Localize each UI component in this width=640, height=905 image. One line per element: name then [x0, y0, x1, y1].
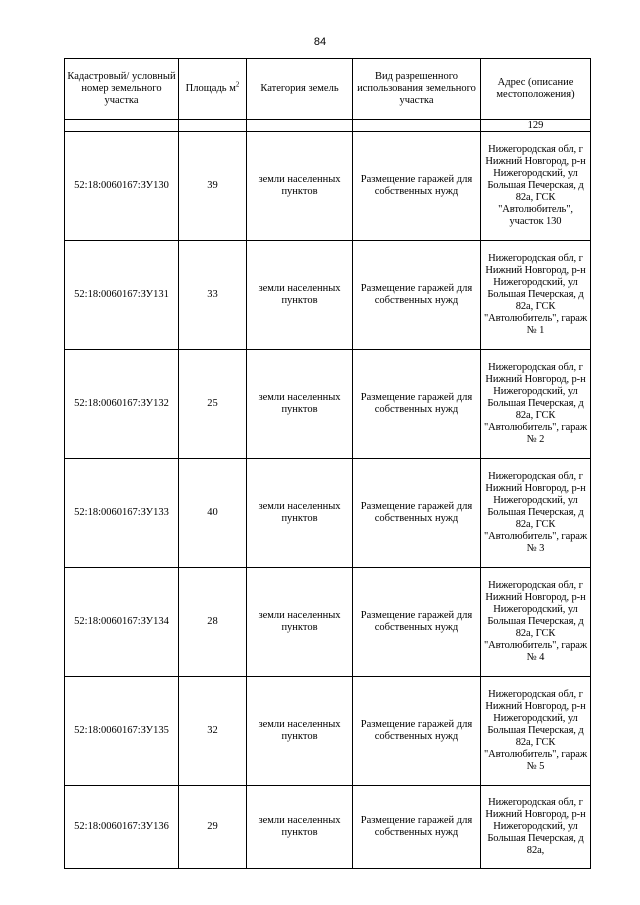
- table-row: [65, 241, 591, 350]
- cell-usage: Размещение гаражей для собственных нужд: [353, 132, 481, 241]
- table-row: [65, 568, 591, 677]
- cell-usage: Размещение гаражей для собственных нужд: [353, 241, 481, 350]
- table-row: [65, 786, 591, 869]
- header-area-label: Площадь м: [185, 83, 236, 94]
- cell-address: Нижегородская обл, г Нижний Новгород, р-н Нижегородский, ул Большая Печерская, д 82а, ГСК "Автолюбитель", гараж № 1: [481, 241, 591, 350]
- cell-cadastral: 52:18:0060167:ЗУ130: [65, 132, 179, 241]
- cell-area: 33: [179, 241, 247, 350]
- cell-category: земли населенных пунктов: [247, 786, 353, 869]
- cell-category: земли населенных пунктов: [247, 677, 353, 786]
- page-number: 84: [313, 36, 327, 48]
- continuation-row: [65, 120, 591, 132]
- cell-address: Нижегородская обл, г Нижний Новгород, р-н Нижегородский, ул Большая Печерская, д 82а, ГСК "Автолюбитель", гараж № 5: [481, 677, 591, 786]
- cell-area: 29: [179, 786, 247, 869]
- table-header-row: [65, 59, 591, 120]
- cell-area: 28: [179, 568, 247, 677]
- cell-category: земли населенных пунктов: [247, 350, 353, 459]
- cell-usage: Размещение гаражей для собственных нужд: [353, 459, 481, 568]
- cell-category: земли населенных пунктов: [247, 568, 353, 677]
- table-row: [65, 677, 591, 786]
- cell-area: 40: [179, 459, 247, 568]
- cell-category: земли населенных пунктов: [247, 241, 353, 350]
- land-plots-table: [64, 58, 591, 869]
- continuation-address: 129: [481, 120, 591, 132]
- cell-address: Нижегородская обл, г Нижний Новгород, р-н Нижегородский, ул Большая Печерская, д 82а, ГСК "Автолюбитель", гараж № 4: [481, 568, 591, 677]
- header-address: Адрес (описание местоположения): [481, 59, 591, 120]
- cell-address: Нижегородская обл, г Нижний Новгород, р-н Нижегородский, ул Большая Печерская, д 82а, ГСК "Автолюбитель", гараж № 2: [481, 350, 591, 459]
- cell-cadastral: 52:18:0060167:ЗУ135: [65, 677, 179, 786]
- cell-address: Нижегородская обл, г Нижний Новгород, р-н Нижегородский, ул Большая Печерская, д 82а, ГСК "Автолюбитель", гараж № 3: [481, 459, 591, 568]
- cell-area: 32: [179, 677, 247, 786]
- header-usage: Вид разрешенного использования земельного участка: [353, 59, 481, 120]
- cell-area: 39: [179, 132, 247, 241]
- table-row: [65, 132, 591, 241]
- cell-cadastral: 52:18:0060167:ЗУ136: [65, 786, 179, 869]
- cell-address: Нижегородская обл, г Нижний Новгород, р-н Нижегородский, ул Большая Печерская, д 82а, ГСК "Автолюбитель", участок 130: [481, 132, 591, 241]
- cell-cadastral: 52:18:0060167:ЗУ132: [65, 350, 179, 459]
- cell-usage: Размещение гаражей для собственных нужд: [353, 786, 481, 869]
- cell-usage: Размещение гаражей для собственных нужд: [353, 350, 481, 459]
- header-area: [179, 59, 247, 120]
- table-row: [65, 350, 591, 459]
- cell-cadastral: 52:18:0060167:ЗУ134: [65, 568, 179, 677]
- header-cadastral: Кадастровый/ условный номер земельного участка: [65, 59, 179, 120]
- cell-category: земли населенных пунктов: [247, 132, 353, 241]
- cell-category: земли населенных пунктов: [247, 459, 353, 568]
- cell-area: 25: [179, 350, 247, 459]
- cell-cadastral: 52:18:0060167:ЗУ133: [65, 459, 179, 568]
- table-row: [65, 459, 591, 568]
- cell-usage: Размещение гаражей для собственных нужд: [353, 677, 481, 786]
- cell-cadastral: 52:18:0060167:ЗУ131: [65, 241, 179, 350]
- cell-usage: Размещение гаражей для собственных нужд: [353, 568, 481, 677]
- header-area-sup: 2: [235, 80, 240, 89]
- header-category: Категория земель: [247, 59, 353, 120]
- cell-address: Нижегородская обл, г Нижний Новгород, р-н Нижегородский, ул Большая Печерская, д 82а,: [481, 786, 591, 869]
